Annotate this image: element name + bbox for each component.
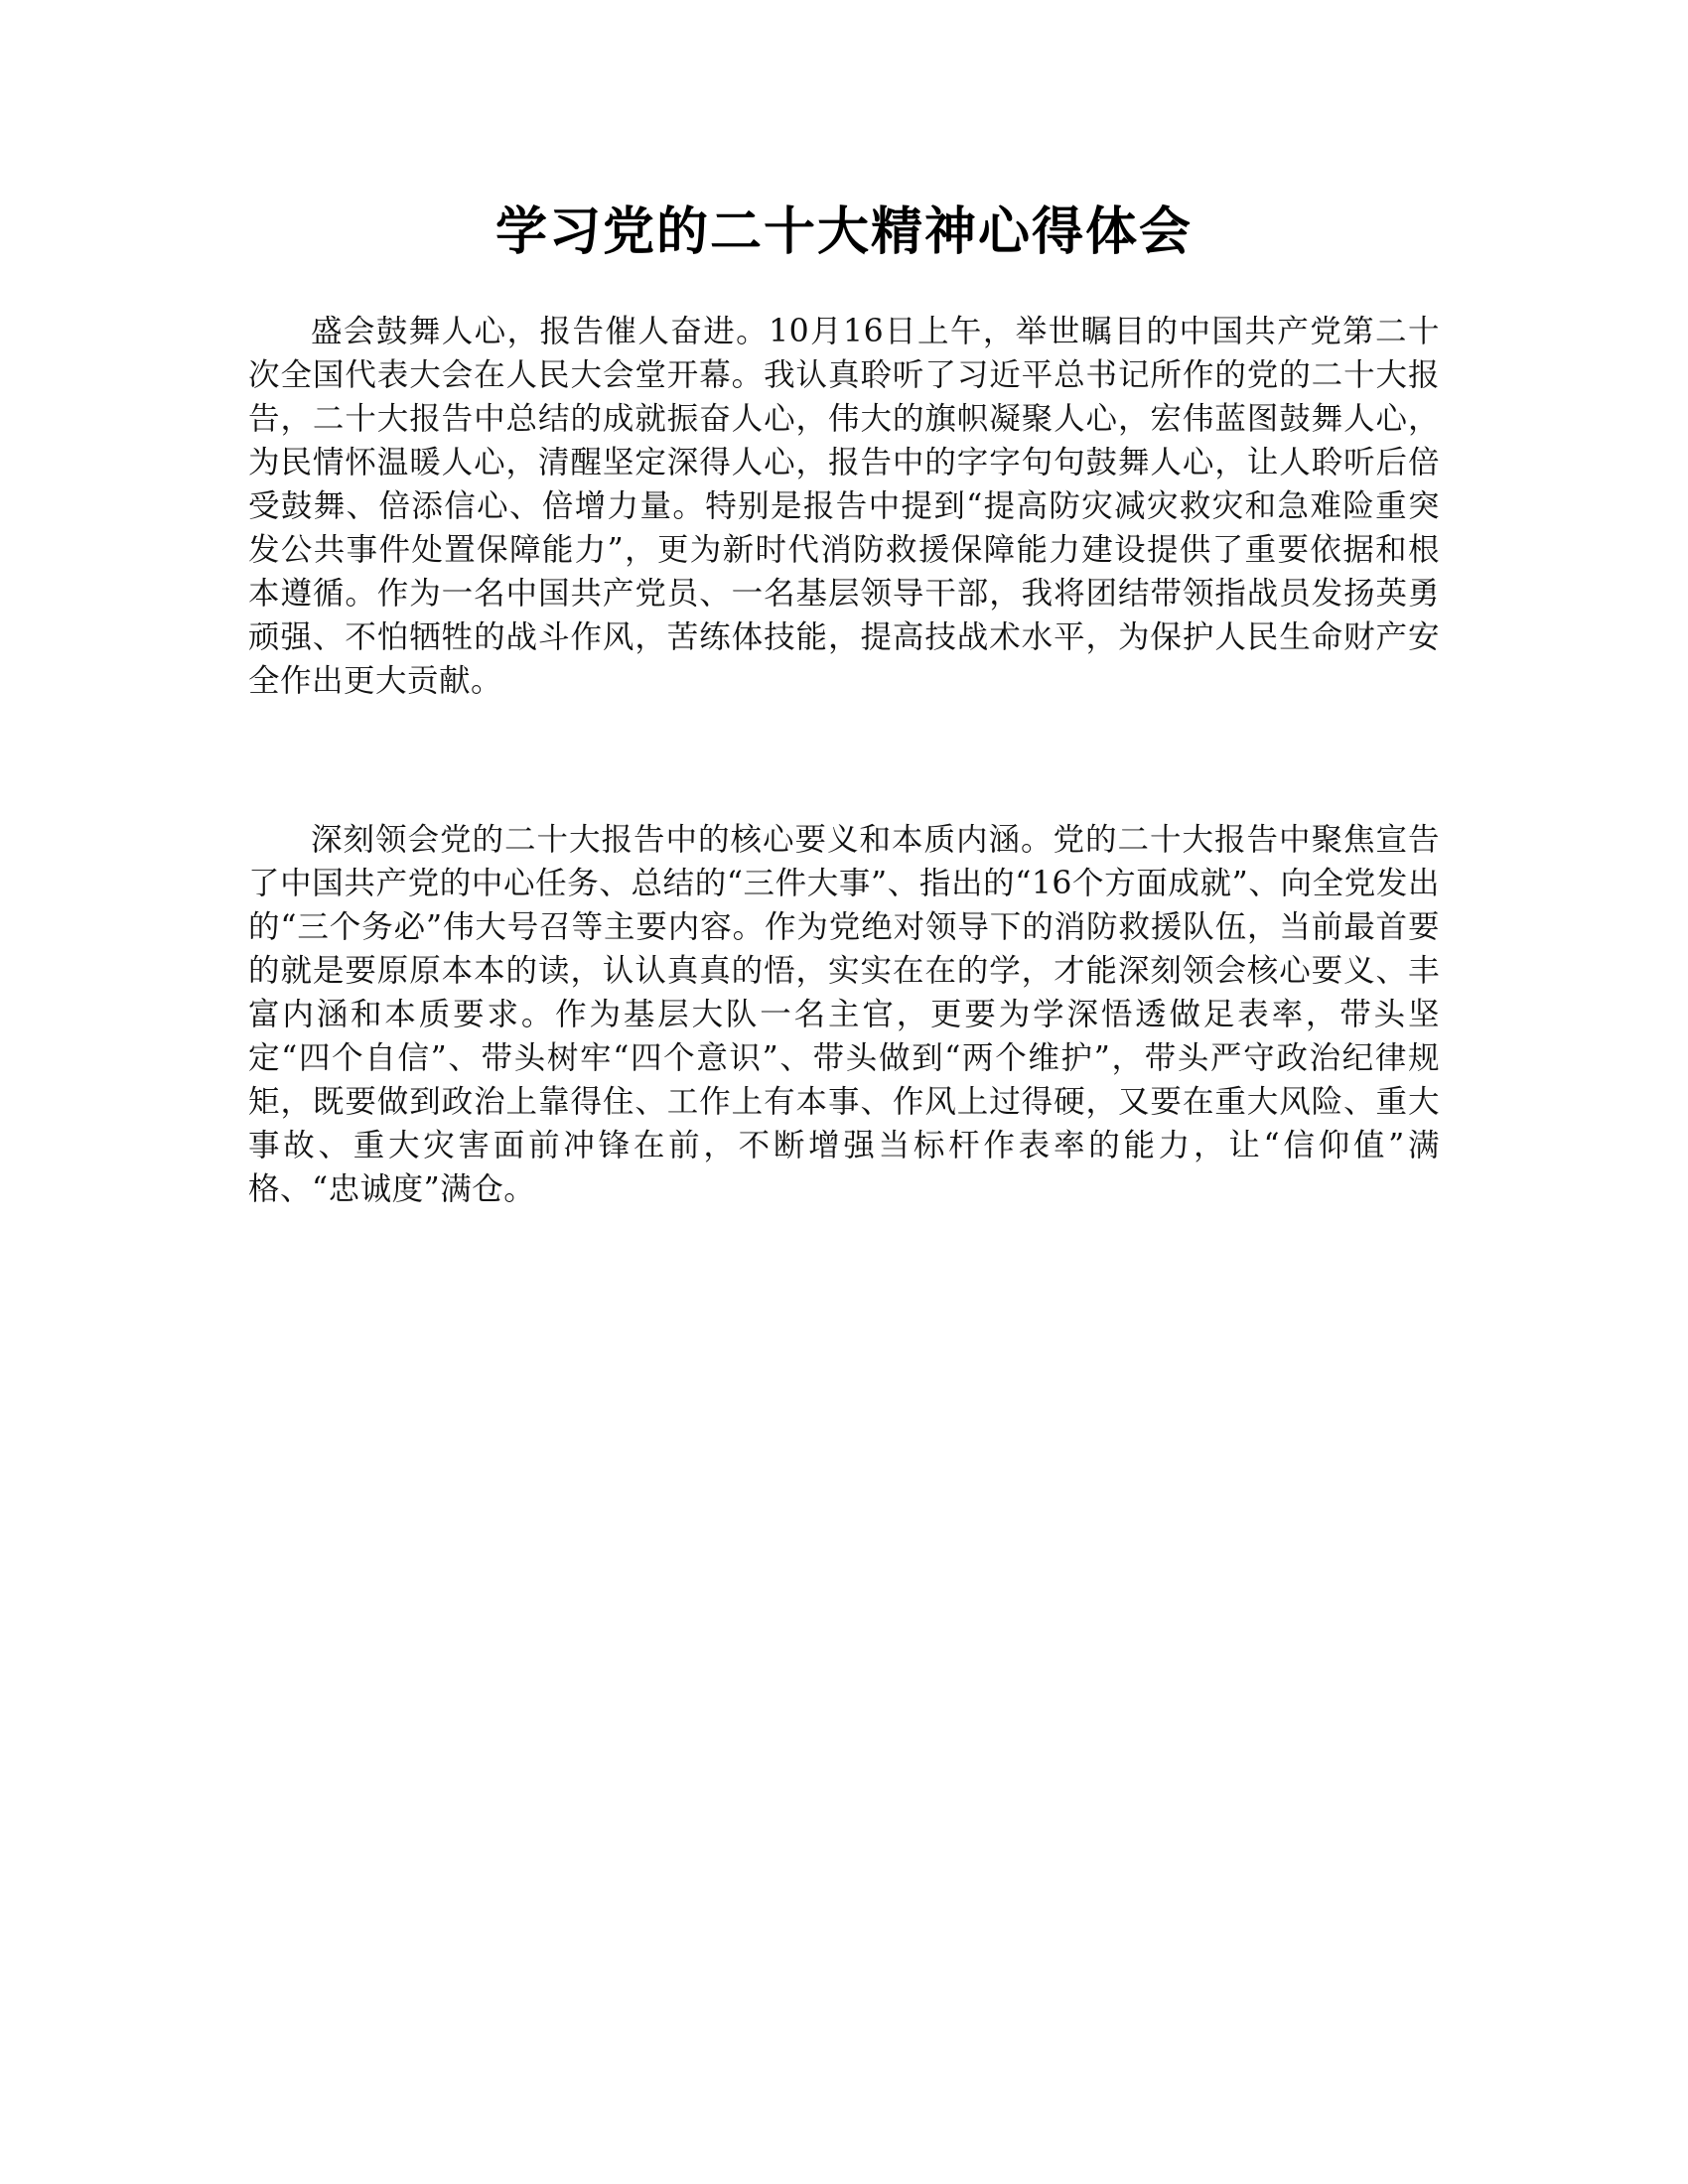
- body-paragraph-1: 盛会鼓舞人心，报告催人奋进。10月16日上午，举世瞩目的中国共产党第二十次全国代表大会在人民大会堂开幕。我认真聆听了习近平总书记所作的党的二十大报告，二十大报告中总结的成就振奋人心，伟大的旗帜凝聚人心，宏伟蓝图鼓舞人心，为民情怀温暖人心，清醒坚定深得人心，报告中的字字句句鼓舞人心，让人聆听后倍受鼓舞、倍添信心、倍增力量。特别是报告中提到“提高防灾减灾救灾和急难险重突发公共事件处置保障能力”，更为新时代消防救援保障能力建设提供了重要依据和根本遵循。作为一名中国共产党员、一名基层领导干部，我将团结带领指战员发扬英勇顽强、不怕牺牲的战斗作风，苦练体技能，提高技战术水平，为保护人民生命财产安全作出更大贡献。: [248, 314, 1440, 699]
- paragraph-block-2: [248, 818, 1440, 1211]
- paragraph-block-1: [248, 310, 1440, 703]
- document-title: 学习党的二十大精神心得体会: [494, 203, 1193, 262]
- body-paragraph-2: 深刻领会党的二十大报告中的核心要义和本质内涵。党的二十大报告中聚焦宣告了中国共产党的中心任务、总结的“三件大事”、指出的“16个方面成就”、向全党发出的“三个务必”伟大号召等主要内容。作为党绝对领导下的消防救援队伍，当前最首要的就是要原原本本的读，认认真真的悟，实实在在的学，才能深刻领会核心要义、丰富内涵和本质要求。作为基层大队一名主官，更要为学深悟透做足表率，带头坚定“四个自信”、带头树牢“四个意识”、带头做到“两个维护”，带头严守政治纪律规矩，既要做到政治上靠得住、工作上有本事、作风上过得硬，又要在重大风险、重大事故、重大灾害面前冲锋在前，不断增强当标杆作表率的能力，让“信仰值”满格、“忠诚度”满仓。: [248, 822, 1440, 1207]
